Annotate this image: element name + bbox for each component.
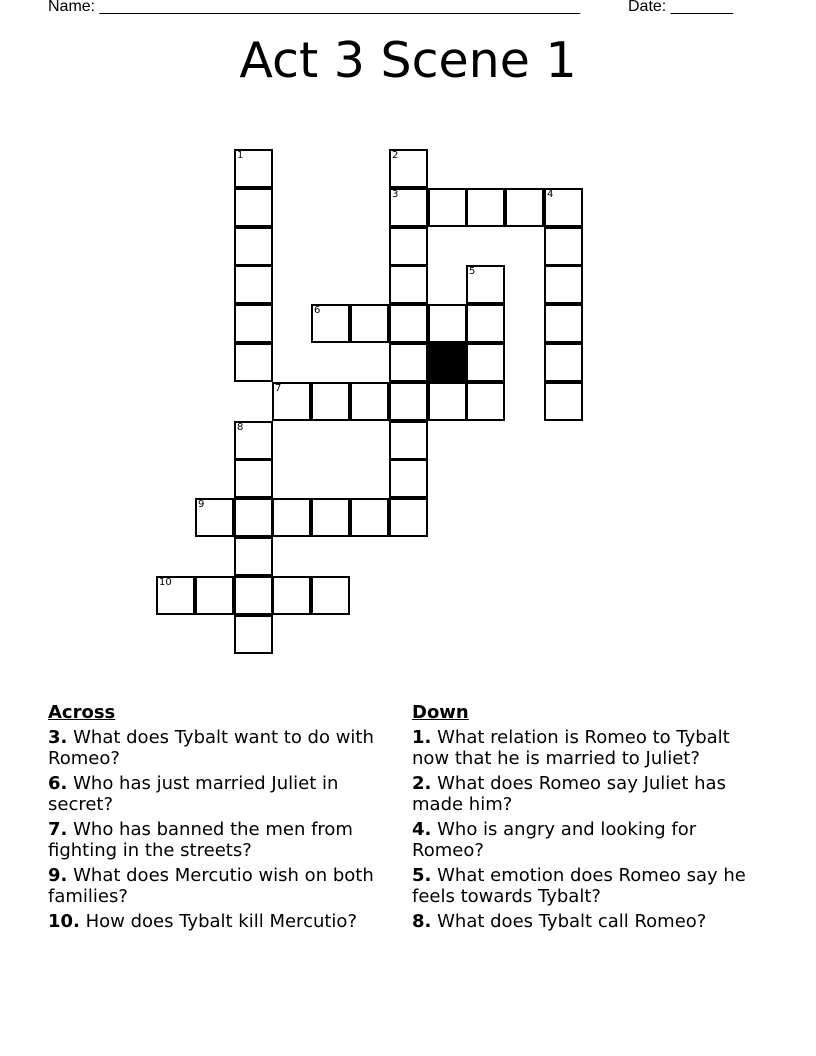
clue-text: Who is angry and looking for Romeo? — [412, 819, 697, 861]
grid-cell[interactable] — [466, 304, 505, 343]
clue-text: Who has banned the men from fighting in the streets? — [48, 819, 353, 861]
grid-cell[interactable] — [428, 382, 467, 421]
across-heading: Across — [48, 702, 116, 723]
clue-number: 4. — [412, 819, 432, 840]
grid-cell[interactable] — [544, 382, 583, 421]
grid-cell[interactable] — [311, 382, 350, 421]
clue-number-label: 9 — [198, 499, 205, 510]
grid-cell[interactable] — [544, 188, 583, 227]
clue-number: 8. — [412, 911, 432, 932]
grid-cell[interactable] — [466, 382, 505, 421]
across-clue — [48, 819, 398, 861]
down-clue — [412, 819, 752, 861]
clue-text: How does Tybalt kill Mercutio? — [85, 911, 357, 932]
clue-number: 2. — [412, 773, 432, 794]
grid-cell[interactable] — [389, 149, 428, 188]
grid-cell[interactable] — [428, 304, 467, 343]
blocked-cell — [428, 343, 467, 382]
grid-cell[interactable] — [389, 459, 428, 498]
clue-text: What does Tybalt want to do with Romeo? — [48, 727, 374, 769]
grid-cell[interactable] — [234, 188, 273, 227]
clue-number: 9. — [48, 865, 68, 886]
down-clue — [412, 865, 752, 907]
clue-number: 5. — [412, 865, 432, 886]
grid-cell[interactable] — [389, 498, 428, 537]
grid-cell[interactable] — [389, 421, 428, 460]
grid-cell[interactable] — [234, 343, 273, 382]
clue-number-label: 10 — [159, 577, 172, 588]
grid-cell[interactable] — [544, 227, 583, 266]
grid-cell[interactable] — [272, 382, 311, 421]
grid-cell[interactable] — [350, 498, 389, 537]
clue-number-label: 8 — [237, 422, 244, 433]
grid-cell[interactable] — [544, 343, 583, 382]
grid-cell[interactable] — [234, 459, 273, 498]
down-clues — [412, 702, 752, 936]
clue-number: 1. — [412, 727, 432, 748]
grid-cell[interactable] — [389, 227, 428, 266]
clue-text: What emotion does Romeo say he feels towards Tybalt? — [412, 865, 746, 907]
clue-text: What relation is Romeo to Tybalt now that he is married to Juliet? — [412, 727, 730, 769]
grid-cell[interactable] — [234, 576, 273, 615]
clue-text: What does Mercutio wish on both families? — [48, 865, 374, 907]
clue-number-label: 4 — [547, 189, 554, 200]
grid-cell[interactable] — [311, 576, 350, 615]
clue-number-label: 3 — [392, 189, 399, 200]
across-clue — [48, 865, 398, 907]
grid-cell[interactable] — [389, 265, 428, 304]
down-clue — [412, 911, 752, 932]
grid-cell[interactable] — [195, 576, 234, 615]
grid-cell[interactable] — [389, 304, 428, 343]
clue-number: 6. — [48, 773, 68, 794]
clue-number-label: 2 — [392, 150, 399, 161]
grid-cell[interactable] — [505, 188, 544, 227]
grid-cell[interactable] — [234, 615, 273, 654]
grid-cell[interactable] — [234, 421, 273, 460]
across-clue — [48, 911, 398, 932]
name-field[interactable]: Name: ______________________________________________________ — [48, 0, 581, 15]
clue-text: What does Tybalt call Romeo? — [437, 911, 707, 932]
date-field[interactable]: Date: _______ — [628, 0, 733, 15]
down-heading: Down — [412, 702, 469, 723]
grid-cell[interactable] — [311, 304, 350, 343]
grid-cell[interactable] — [466, 188, 505, 227]
clue-number-label: 6 — [314, 305, 321, 316]
clue-text: What does Romeo say Juliet has made him? — [412, 773, 726, 815]
clue-number-label: 1 — [237, 150, 244, 161]
down-clue — [412, 773, 752, 815]
grid-cell[interactable] — [389, 382, 428, 421]
grid-cell[interactable] — [466, 265, 505, 304]
grid-cell[interactable] — [234, 227, 273, 266]
grid-cell[interactable] — [466, 343, 505, 382]
clue-number: 10. — [48, 911, 80, 932]
grid-cell[interactable] — [389, 343, 428, 382]
page-title: Act 3 Scene 1 — [239, 32, 577, 89]
clue-text: Who has just married Juliet in secret? — [48, 773, 339, 815]
across-clues — [48, 702, 398, 936]
grid-cell[interactable] — [234, 498, 273, 537]
across-clue — [48, 773, 398, 815]
grid-cell[interactable] — [234, 304, 273, 343]
grid-cell[interactable] — [234, 265, 273, 304]
grid-cell[interactable] — [544, 265, 583, 304]
grid-cell[interactable] — [272, 498, 311, 537]
clue-number-label: 7 — [275, 383, 282, 394]
grid-cell[interactable] — [195, 498, 234, 537]
clue-number-label: 5 — [469, 266, 476, 277]
grid-cell[interactable] — [311, 498, 350, 537]
grid-cell[interactable] — [389, 188, 428, 227]
clue-number: 3. — [48, 727, 68, 748]
grid-cell[interactable] — [350, 382, 389, 421]
grid-cell[interactable] — [272, 576, 311, 615]
grid-cell[interactable] — [234, 537, 273, 576]
grid-cell[interactable] — [350, 304, 389, 343]
across-clue — [48, 727, 398, 769]
clue-number: 7. — [48, 819, 68, 840]
grid-cell[interactable] — [428, 188, 467, 227]
grid-cell[interactable] — [544, 304, 583, 343]
grid-cell[interactable] — [234, 149, 273, 188]
grid-cell[interactable] — [156, 576, 195, 615]
down-clue — [412, 727, 752, 769]
